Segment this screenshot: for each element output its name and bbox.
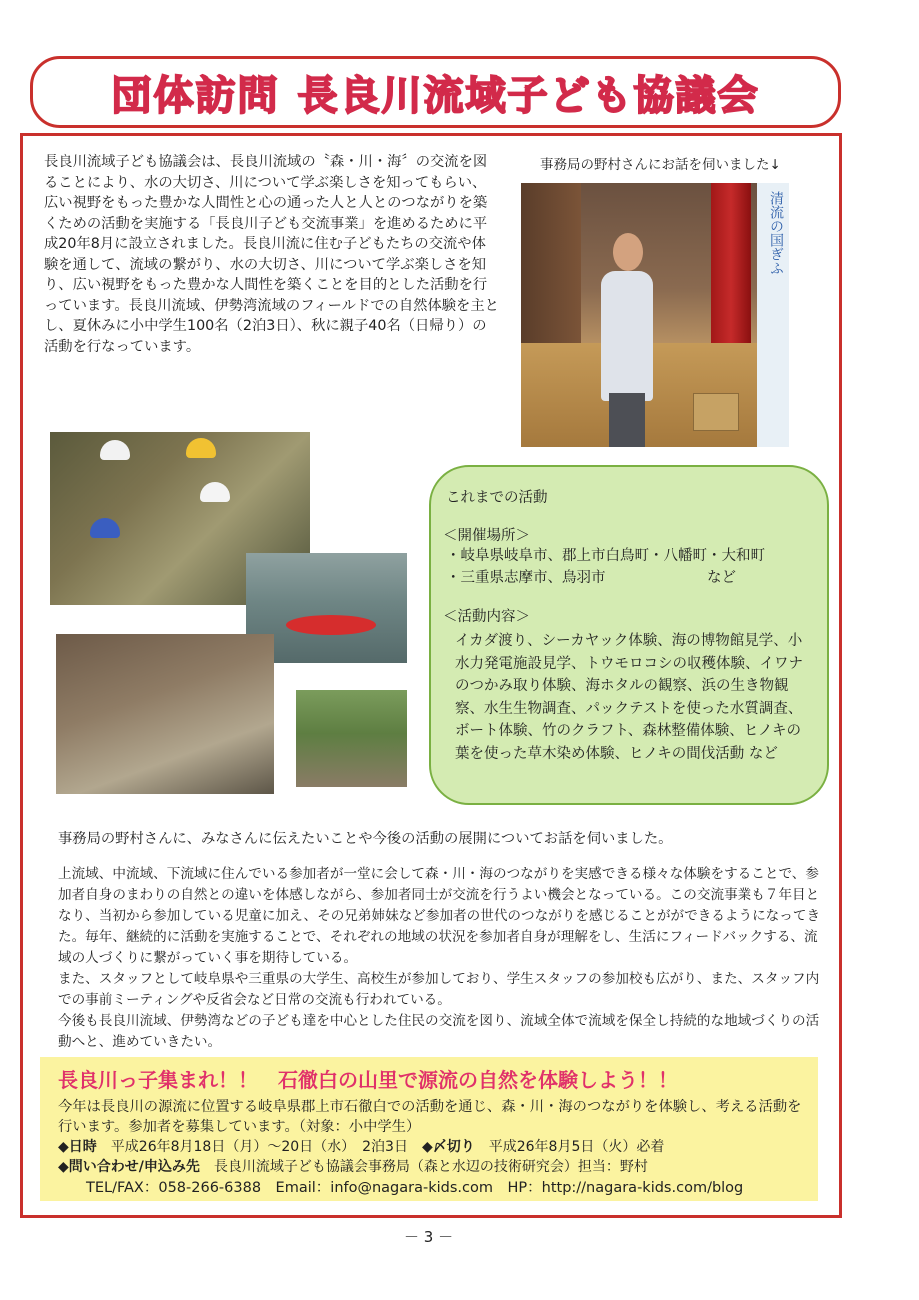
speaker-body [601,271,653,401]
helmet-shape [100,440,130,460]
deadline-value: 平成26年8月5日（火）必着 [488,1139,665,1155]
kayak-shape [286,615,376,635]
venue-item: ・岐阜県岐阜市、郡上市白鳥町・八幡町・大和町 [446,548,765,564]
interview-body [58,864,828,1053]
contact-details: TEL/FAX：058-266-6388 Email：info@nagara-kids.com HP：http://nagara-kids.com/blog [86,1180,744,1196]
event-contact-line [58,1156,648,1176]
helmet-shape [90,518,120,538]
page-number: － 3 － [404,1228,454,1246]
banner-text: 清流の国ぎふ [768,191,784,275]
contact-value: 長良川流域子ども協議会事務局（森と水辺の技術研究会）担当：野村 [213,1159,648,1175]
activity-photo-hiking [296,690,407,787]
interview-lead: 事務局の野村さんに、みなさんに伝えたいことや今後の活動の展開についてお話を伺いました。 [58,831,673,847]
interview-paragraph: 今後も長良川流域、伊勢湾などの子ども達を中心とした住民の交流を図り、流域全体で流域を保全し持続的な地域づくりの活動へと、進めていきたい。 [58,1013,820,1050]
box-prop [693,393,739,431]
title-organization: 長良川流域子ども協議会 [297,72,760,119]
interview-paragraph: また、スタッフとして岐阜県や三重県の大学生、高校生が参加しており、学生スタッフの参加校も広がり、また、スタッフ内での事前ミーティングや反省会など日常の交流も行われている。 [58,971,820,1008]
date-value: 平成26年8月18日（月）～20日（水） 2泊3日 [110,1139,408,1155]
helmet-shape [186,438,216,458]
article-title-box [30,56,841,128]
content-heading: ＜活動内容＞ [443,609,530,625]
venue-item: ・三重県志摩市、鳥羽市 など [446,570,736,586]
contact-label: ◆問い合わせ/申込み先 [58,1159,200,1175]
event-description: 今年は長良川の源流に位置する岐阜県郡上市石徹白での活動を通じ、森・川・海のつながりを体験し、考える活動を行います。参加者を募集しています。（対象：小中学生） [58,1099,802,1135]
title-label: 団体訪問 [111,72,280,119]
activities-content: イカダ渡り、シーカヤック体験、海の博物館見学、小水力発電施設見学、トウモロコシの収穫体験、イワナのつかみ取り体験、海ホタルの観察、浜の生き物観察、水生生物調査、パックテストを使った水質調査、ボート体験、竹のクラフト、森林整備体験、ヒノキの葉を使った草木染め体験、ヒノキの間伐活動 など [455,633,803,762]
activity-photo-river [56,634,274,794]
date-label: ◆日時 [58,1139,97,1155]
speaker-photo [521,183,789,447]
helmet-shape [200,482,230,502]
activities-title: これまでの活動 [446,490,548,506]
interview-paragraph: 上流域、中流域、下流域に住んでいる参加者が一堂に会して森・川・海のつながりを実感できる様々な体験をすることで、参加者自身のまわりの自然との違いを体感しながら、参加者同士が交流を行うよい機会となっている。この交流事業も７年目となり、当初から参加している児童に加え、その兄弟姉妹など参加者の世代のつながりを感じることがができるようになってきた。毎年、継続的に活動を実施することで、それぞれの地域の状況を参加者自身が理解をし、生活にフィードバックする、流域の人づくりに繋がっていく事を期待している。 [58,866,821,966]
intro-paragraph: 長良川流域子ども協議会は、長良川流域の〝森・川・海〞の交流を図ることにより、水の大切さ、川について学ぶ楽しさを知ってもらい、広い視野をもった豊かな人間性と心の通った人と人とのつながりを築くための活動を実施する「長良川子ども交流事業」を進めるために平成20年8月に設立されました。長良川流に住む子どもたちの交流や体験を通して、流域の繋がり、水の大切さ、川について学ぶ楽しさを知り、広い視野をもった豊かな人間性を築くことを目的とした活動を行っています。長良川流域、伊勢湾流域のフィールドでの自然体験を主とし、夏休みに小中学生100名（2泊3日）、秋に親子40名（日帰り）の活動を行なっています。 [44,154,499,355]
speaker-head [613,233,643,271]
photo-caption: 事務局の野村さんにお話を伺いました↓ [540,157,781,173]
deadline-label: ◆〆切り [421,1139,475,1155]
venues-heading: ＜開催場所＞ [443,528,530,544]
venues-list [446,545,765,589]
speaker-legs [609,393,645,447]
article-title [112,64,760,121]
stage [521,343,789,447]
curtain-right [711,183,751,343]
event-title: 長良川っ子集まれ！！ 石徹白の山里で源流の自然を体験しよう！！ [58,1068,678,1092]
event-date-line [58,1136,664,1156]
